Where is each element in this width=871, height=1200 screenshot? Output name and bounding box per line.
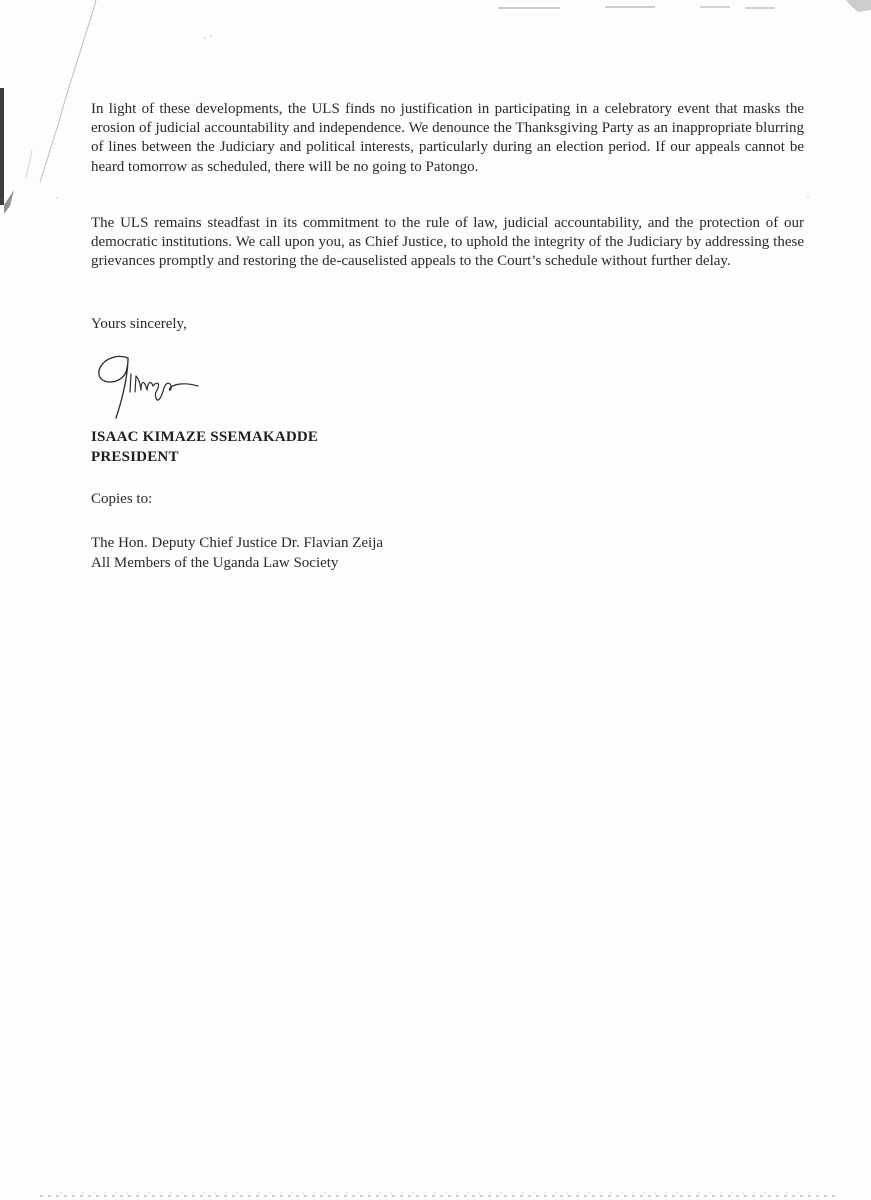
body-paragraph-1: In light of these developments, the ULS finds no justification in participating in a celebratory event that masks the erosion of judicial accountability and independence. We denounce the Thanksgiving Party as an inappropriate blurring of lines between the Judiciary and political interests, particularly during an election period. If our appeals cannot be heard tomorrow as scheduled, there will be no going to Patongo. <box>91 101 804 175</box>
closing-salutation: Yours sincerely, <box>91 316 187 332</box>
copies-recipient: All Members of the Uganda Law Society <box>91 554 339 571</box>
handwritten-signature <box>94 352 204 424</box>
body-paragraph-2: The ULS remains steadfast in its commitment to the rule of law, judicial accountability, and the protection of our democratic institutions. We call upon you, as Chief Justice, to uphold the integrity of the Judiciary by addressing these grievances promptly and restoring the de-causelisted appeals to the Court’s schedule without further delay. <box>91 215 804 270</box>
copies-label: Copies to: <box>91 491 153 507</box>
copies-recipient: The Hon. Deputy Chief Justice Dr. Flavian Zeija <box>91 535 384 551</box>
copies-recipient-list <box>91 534 383 573</box>
signatory-block <box>91 428 318 467</box>
signatory-title: PRESIDENT <box>91 448 179 465</box>
signatory-name: ISAAC KIMAZE SSEMAKADDE <box>91 429 319 445</box>
